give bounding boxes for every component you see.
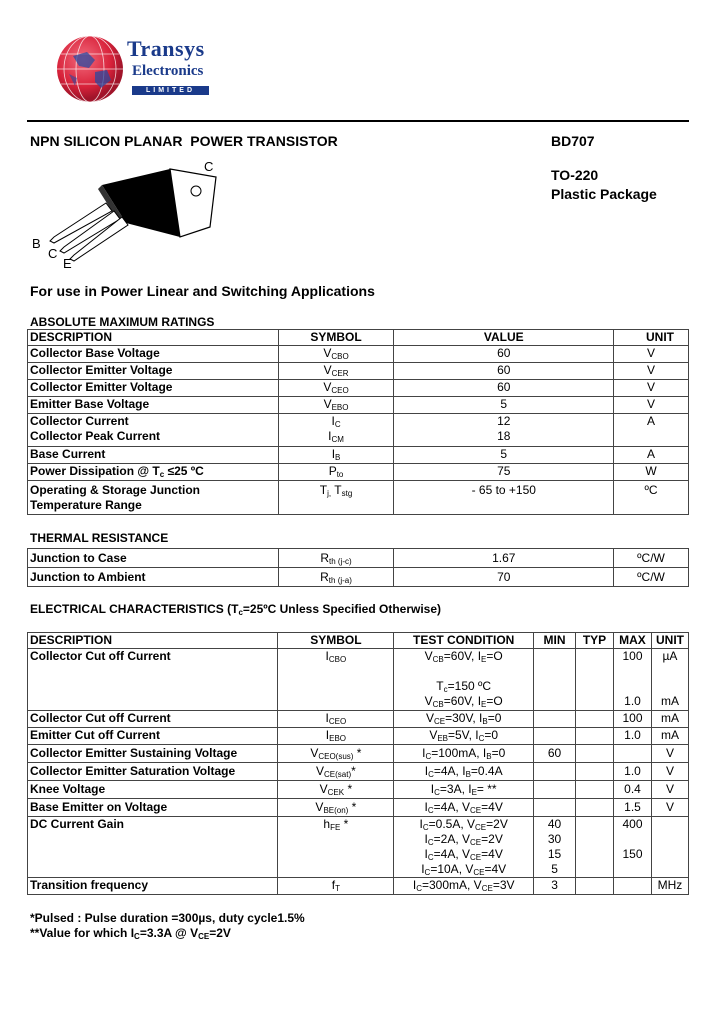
abs-max-table [27,329,689,515]
row-value: 12 18 [394,414,614,447]
table-row [28,649,689,711]
row-symbol: $R_{th (j-a)}$ [278,568,394,587]
row-unit: V [651,745,688,763]
col-unit: UNIT [614,330,689,346]
row-unit: V [614,397,689,414]
row-unit: mA [651,711,688,728]
row-unit: W [614,464,689,481]
row-symbol: $I_{EBO}$ [278,728,394,745]
row-value: - 65 to +150 [394,481,614,515]
note-pulsed: *Pulsed : Pulse duration =300µs, duty cycle1.5% [30,911,305,925]
row-typ [576,878,614,895]
row-typ [576,799,614,817]
row-desc: Base Current [28,447,279,464]
col-min: MIN [534,633,576,649]
col-desc: DESCRIPTION [28,330,279,346]
row-unit: A [614,447,689,464]
row-symbol: $V_{CEK}$ * [278,781,394,799]
row-unit: V [651,781,688,799]
electrical-table [27,632,689,895]
table-row [28,464,689,481]
row-value: 1.67 [394,549,614,568]
row-unit: A [614,414,689,447]
row-min [534,649,576,711]
row-desc: Collector Cut off Current [28,711,278,728]
row-desc: Collector Emitter Voltage [28,380,279,397]
transistor-icon [30,155,230,275]
row-symbol: $I_{CEO}$ [278,711,394,728]
row-min: 3 [534,878,576,895]
row-desc: DC Current Gain [28,817,278,878]
pin-label-c: C [48,246,58,261]
row-unit: ºC/W [614,568,689,587]
globe-logo-icon [55,34,125,104]
row-desc: Junction to Ambient [28,568,279,587]
row-desc: Emitter Cut off Current [28,728,278,745]
row-symbol: $V_{CEO}$ [278,380,394,397]
row-unit: MHz [651,878,688,895]
row-min: 60 [534,745,576,763]
row-value: 5 [394,397,614,414]
row-desc: Transition frequency [28,878,278,895]
row-max: 1.5 [614,799,652,817]
row-min [534,781,576,799]
row-test: $I_C=100mA$, $I_B=0$ [394,745,534,763]
table-row [28,414,689,447]
row-max: 1.0 [614,728,652,745]
row-symbol: $V_{EBO}$ [278,397,394,414]
row-min [534,763,576,781]
row-symbol: $I_{CBO}$ [278,649,394,711]
table-row [28,799,689,817]
row-desc: Collector Current Collector Peak Current [28,414,279,447]
row-unit: mA [651,728,688,745]
row-test: $V_{CB}=60V$, $I_E=O$ $T_c=150$ ºC $V_{CB}=60V$, $I_E=O$ [394,649,534,711]
col-desc: DESCRIPTION [28,633,278,649]
row-test: $I_C=3A$, $I_E=$ ** [394,781,534,799]
row-value: 60 [394,346,614,363]
thermal-table [27,548,689,587]
row-test: $I_C=0.5A$, $V_{CE}=2V$ $I_C=2A$, $V_{CE}=2V$ $I_C=4A$, $V_{CE}=4V$ $I_C=10A$, $V_{CE}=4V$ [394,817,534,878]
pin-label-b: B [32,236,41,251]
page-title: NPN SILICON PLANAR POWER TRANSISTOR [30,133,338,149]
row-max: 100 1.0 [614,649,652,711]
row-value: 60 [394,380,614,397]
row-symbol: $I_C$ $I_{CM}$ [278,414,394,447]
row-unit: V [614,363,689,380]
table-row [28,481,689,515]
row-symbol: $h_{FE}$ * [278,817,394,878]
row-unit: V [614,380,689,397]
row-desc: Collector Base Voltage [28,346,279,363]
table-row [28,711,689,728]
row-test: $V_{CE}=30V$, $I_B=0$ [394,711,534,728]
row-symbol: $T_{j,}$ $T_{stg}$ [278,481,394,515]
row-symbol: $V_{CEO(sus)}$ * [278,745,394,763]
row-desc: Emitter Base Voltage [28,397,279,414]
logo-tag: LIMITED [132,86,209,95]
row-desc: Knee Voltage [28,781,278,799]
table-row [28,363,689,380]
table-row [28,763,689,781]
row-max [614,878,652,895]
table-row [28,549,689,568]
col-symbol: SYMBOL [278,330,394,346]
package-desc: Plastic Package [551,186,657,202]
part-number: BD707 [551,133,595,149]
row-symbol: $R_{th (j-c)}$ [278,549,394,568]
row-desc: Collector Cut off Current [28,649,278,711]
package-type: TO-220 [551,167,599,183]
pin-label-c-top: C [204,159,214,174]
row-value: 75 [394,464,614,481]
row-typ [576,817,614,878]
table-header-row [28,633,689,649]
table-row [28,878,689,895]
row-unit [651,817,688,878]
top-rule [27,120,689,122]
row-value: 60 [394,363,614,380]
logo-sub: Electronics [132,63,204,79]
table-row [28,745,689,763]
row-symbol: $I_B$ [278,447,394,464]
table-row [28,728,689,745]
row-desc: Collector Emitter Saturation Voltage [28,763,278,781]
row-symbol: $V_{BE(on)}$ * [278,799,394,817]
row-typ [576,763,614,781]
table-row [28,380,689,397]
row-value: 5 [394,447,614,464]
row-symbol: $V_{CBO}$ [278,346,394,363]
row-max [614,745,652,763]
table-row [28,781,689,799]
row-test: $I_C=4A$, $V_{CE}=4V$ [394,799,534,817]
row-unit: V [651,763,688,781]
row-test: $I_C=4A$, $I_B=0.4A$ [394,763,534,781]
row-min [534,728,576,745]
pin-label-e: E [63,256,72,271]
row-desc: Collector Emitter Sustaining Voltage [28,745,278,763]
company-logo [55,34,225,104]
row-value: 70 [394,568,614,587]
abs-max-heading: ABSOLUTE MAXIMUM RATINGS [30,315,215,329]
col-symbol: SYMBOL [278,633,394,649]
row-symbol: $f_T$ [278,878,394,895]
row-unit: µA mA [651,649,688,711]
row-min [534,711,576,728]
row-symbol: $V_{CE(sat)}*$ [278,763,394,781]
table-row [28,346,689,363]
row-typ [576,711,614,728]
row-max: 400 150 [614,817,652,878]
row-desc: Operating & Storage Junction Temperature Range [28,481,279,515]
col-test: TEST CONDITION [394,633,534,649]
row-typ [576,728,614,745]
row-typ [576,781,614,799]
row-symbol: $V_{CER}$ [278,363,394,380]
table-row [28,447,689,464]
table-row [28,817,689,878]
row-test: $I_C=300mA$, $V_{CE}=3V$ [394,878,534,895]
table-row [28,568,689,587]
col-value: VALUE [394,330,614,346]
to220-package-drawing [30,155,230,275]
row-desc: Base Emitter on Voltage [28,799,278,817]
row-typ [576,649,614,711]
table-row [28,397,689,414]
row-min [534,799,576,817]
application-text: For use in Power Linear and Switching Applications [30,283,375,299]
thermal-heading: THERMAL RESISTANCE [30,531,169,545]
logo-name: Transys [127,36,205,61]
row-desc: Junction to Case [28,549,279,568]
row-symbol: $P_{to}$ [278,464,394,481]
row-max: 100 [614,711,652,728]
row-min: 40 30 15 5 [534,817,576,878]
row-unit: ºC/W [614,549,689,568]
row-unit: V [614,346,689,363]
row-max: 1.0 [614,763,652,781]
note-value: **Value for which $I_C=3.3A$ @ $V_{CE}=2V$ [30,926,231,941]
row-unit: V [651,799,688,817]
row-desc: Collector Emitter Voltage [28,363,279,380]
col-typ: TYP [576,633,614,649]
row-desc: Power Dissipation @ $T_c \le 25$ ºC [28,464,279,481]
row-max: 0.4 [614,781,652,799]
row-test: $V_{EB}=5V$, $I_C=0$ [394,728,534,745]
electrical-heading: ELECTRICAL CHARACTERISTICS ($T_c=25ºC$ Unless Specified Otherwise) [30,602,442,617]
col-max: MAX [614,633,652,649]
col-unit: UNIT [651,633,688,649]
row-unit: ºC [614,481,689,515]
table-header-row [28,330,689,346]
row-typ [576,745,614,763]
